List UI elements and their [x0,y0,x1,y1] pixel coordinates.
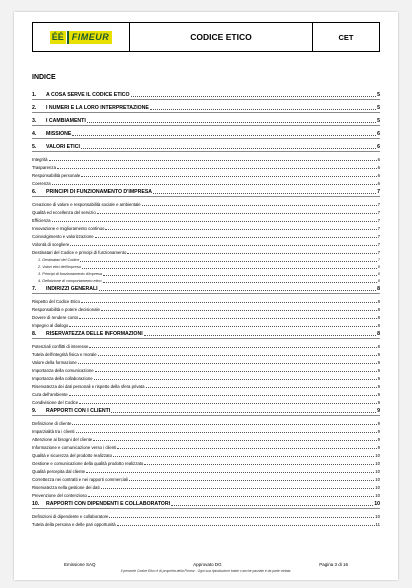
toc-entry-label: Trasparenza [32,164,56,170]
toc-leader-dots [103,282,377,283]
toc-page-number: 10 [375,468,380,474]
toc-page-number: 7 [377,225,380,231]
toc-page-number: 5 [377,105,380,111]
toc-entry-label: Tutela dell'integrità fisica e morale [32,351,97,357]
toc-entry-label: Qualità e sicurezza del prodotto realizzato [32,452,113,458]
toc-leader-dots [78,363,377,364]
toc-section-number: 6. [32,189,37,195]
document-code: CET [338,32,354,42]
toc-page-number: 8 [377,286,380,292]
toc-section-title: RAPPORTI CON I CLIENTI [46,408,111,414]
toc-page-number: 7 [377,241,380,247]
toc-entry-label: Riservatezza nella gestione dei dati [32,484,100,490]
footer-approved: Approvato DG [193,562,222,567]
toc-entry-label: Destinatari del Codice e principi di funzionamento [32,249,127,255]
toc-entry-label: Qualità ed eccellenza del servizio [32,209,96,215]
toc-page-number: 9 [377,391,380,397]
section-divider [32,112,380,113]
section-divider [32,99,380,100]
toc-entry-label: Correttezza nei contratti e nei rapporti commerciali [32,476,129,482]
toc-leader-dots [111,412,376,413]
toc-entry-label: Riservatezza dei dati personali e rispetto della sfera privata [32,383,145,389]
toc-entry[interactable] [32,389,380,397]
toc-entry-label: Tutela della persona e delle pari opportunità [32,521,116,527]
toc-leader-dots [52,221,377,222]
toc-section-entry[interactable] [32,499,380,507]
toc-leader-dots [95,371,377,372]
toc-page-number: 7 [377,257,380,262]
toc-page-number: 8 [377,314,380,320]
toc-page-number: 6 [377,164,380,170]
document-footer [32,562,380,573]
toc-entry-label: Informazione e comunicazione verso i clienti [32,444,117,450]
toc-entry[interactable] [32,296,380,304]
toc-leader-dots [99,290,377,291]
toc-entry-label: 2. Valori etici dell'impresa [38,264,81,269]
toc-entry-label [32,502,170,507]
toc-leader-dots [131,96,377,97]
toc-entry-label: Innovazione e miglioramento continuo [32,225,105,231]
toc-entry-label: Creazione di valore e responsabilità sociale e ambientale [32,201,141,207]
toc-entry[interactable] [32,170,380,178]
toc-section-title: I NUMERI E LA LORO INTERPRETAZIONE [46,105,149,111]
toc-entry[interactable] [32,397,380,405]
toc-entry[interactable] [32,239,380,247]
toc-leader-dots [52,184,377,185]
toc-entry[interactable] [32,357,380,365]
toc-leader-dots [57,168,377,169]
toc-page-number: 10 [375,476,380,482]
toc-section-number: 1. [32,92,37,98]
toc-section-title: MISSIONE [46,131,72,137]
toc-leader-dots [76,432,377,433]
section-divider [32,196,380,197]
toc-entry-label: 3. Principi di funzionamento d'impresa [38,271,103,276]
toc-entry[interactable] [32,247,380,255]
toc-leader-dots [150,109,376,110]
toc-leader-dots [70,245,376,246]
toc-leader-dots [113,456,374,457]
footer-copyright-note: Il presente Codice Etico è di proprietà della Fimeur - Ogni sua riproduzione totale o anche parziale è da parte vietata. [120,569,292,573]
toc-entry-label: 1. Destinatari del Codice [38,257,80,262]
toc-page-number: 7 [377,249,380,255]
toc-section-number: 5. [32,144,37,150]
toc-page-number: 7 [377,217,380,223]
toc-entry[interactable] [32,458,380,466]
toc-leader-dots [129,480,374,481]
toc-leader-dots [117,448,376,449]
toc-leader-dots [93,440,376,441]
toc-entry[interactable] [32,207,380,215]
toc-leader-dots [89,347,376,348]
toc-leader-dots [98,355,377,356]
toc-section-number: 4. [32,131,37,137]
toc-section-entry[interactable] [32,329,380,337]
toc-entry-label [32,132,71,137]
toc-entry-label: 4. Definizione di comportamento etico [38,278,102,283]
toc-section-number: 10. [32,501,40,507]
toc-page-number: 8 [377,298,380,304]
toc-section-title: INDIRIZZI GENERALI [46,286,98,292]
toc-entry-label: Condivisione del Codice [32,399,79,405]
toc-section-number: 3. [32,118,37,124]
toc-entry-label: Coinvolgimento e valorizzazione [32,233,94,239]
document-page [14,12,398,580]
section-divider [32,151,380,152]
toc-page-number: 10 [375,452,380,458]
toc-entry-label [32,106,149,111]
toc-section-number: 9. [32,408,37,414]
toc-leader-dots [72,135,376,136]
section-divider [32,125,380,126]
toc-entry[interactable] [32,199,380,207]
toc-entry[interactable] [32,320,380,328]
toc-entry[interactable] [32,418,380,426]
toc-section-entry[interactable] [32,187,380,195]
toc-entry-label [32,119,86,124]
toc-entry[interactable] [32,312,380,320]
toc-entry[interactable] [32,276,380,284]
toc-entry[interactable] [32,365,380,373]
toc-entry[interactable] [32,178,380,186]
toc-entry[interactable] [32,474,380,482]
toc-leader-dots [88,496,374,497]
toc-leader-dots [69,326,376,327]
toc-section-title: RAPPORTI CON DIPENDENTI E COLLABORATORI [46,501,171,507]
toc-entry-label [32,190,152,195]
toc-section-title: PRINCIPI DI FUNZIONAMENTO D'IMPRESA [46,189,153,195]
toc-section-entry[interactable] [32,129,380,137]
toc-page-number: 6 [377,180,380,186]
toc-entry-label: Gestione e comunicazione della qualità prodotto realizzato [32,460,144,466]
toc-entry-label: Cura dell'ambiente [32,391,68,397]
toc-section-entry[interactable] [32,142,380,150]
toc-entry-label: Importanza della collaborazione [32,375,93,381]
toc-page-number: 11 [375,521,380,527]
toc-section-number: 2. [32,105,37,111]
toc-entry-label: Importanza della comunicazione [32,367,94,373]
toc-leader-dots [142,205,377,206]
toc-leader-dots [144,335,376,336]
toc-page-number: 10 [375,484,380,490]
toc-leader-dots [95,237,377,238]
toc-entry[interactable] [32,231,380,239]
toc-page-number: 9 [377,359,380,365]
toc-entry-label: Coerenza [32,180,51,186]
toc-leader-dots [144,464,374,465]
toc-leader-dots [101,488,375,489]
toc-leader-dots [146,387,377,388]
index-heading: INDICE [32,74,56,81]
toc-entry[interactable] [32,450,380,458]
toc-page-number: 9 [377,444,380,450]
toc-page-number: 9 [377,399,380,405]
toc-entry[interactable] [32,349,380,357]
toc-entry[interactable] [32,482,380,490]
document-header [32,22,380,52]
toc-section-entry[interactable] [32,116,380,124]
toc-section-number: 7. [32,286,37,292]
section-divider [32,138,380,139]
toc-leader-dots [117,525,375,526]
toc-leader-dots [81,148,376,149]
toc-entry-label [32,409,110,414]
toc-leader-dots [109,517,374,518]
toc-leader-dots [153,193,376,194]
toc-entry-label: Responsabilità personale [32,172,81,178]
toc-entry[interactable] [32,519,380,527]
toc-leader-dots [81,302,377,303]
toc-page-number: 8 [377,331,380,337]
toc-page-number: 6 [377,131,380,137]
toc-leader-dots [97,213,377,214]
toc-section-entry[interactable] [32,103,380,111]
toc-entry-label: Definizioni di dipendente e collaboratore [32,513,109,519]
toc-page-number: 9 [377,408,380,414]
toc-leader-dots [127,253,376,254]
toc-entry[interactable] [32,490,380,498]
logo-symbol: ÉÉ [51,31,64,42]
logo-text: FIMEUR [67,31,113,44]
toc-page-number: 6 [377,172,380,178]
toc-entry[interactable] [32,304,380,312]
toc-leader-dots [79,403,377,404]
toc-page-number: 9 [377,436,380,442]
section-divider [32,293,380,294]
toc-entry-label: Definizione di cliente [32,420,72,426]
toc-leader-dots [79,318,377,319]
toc-section-title: A COSA SERVE IL CODICE ETICO [46,92,130,98]
toc-entry-label [32,93,130,98]
toc-entry-label: Valore della formazione [32,359,77,365]
toc-page-number: 9 [377,375,380,381]
toc-page-number: 8 [377,322,380,328]
toc-entry[interactable] [32,426,380,434]
toc-entry-label: Integrità [32,156,48,162]
toc-entry-label: Prevenzione del contenzioso [32,492,87,498]
toc-leader-dots [49,160,377,161]
toc-section-title: RISERVATEZZA DELLE INFORMAZIONI [46,331,143,337]
section-divider [32,415,380,416]
toc-entry-label: Qualità percepita dal cliente [32,468,86,474]
footer-page-number: Pagina 3 di 16 [319,562,348,567]
toc-entry[interactable] [32,154,380,162]
toc-page-number: 7 [377,189,380,195]
toc-leader-dots [72,424,376,425]
toc-section-entry[interactable] [32,90,380,98]
toc-entry[interactable] [32,373,380,381]
toc-entry-label: Impegno al dialogo [32,322,69,328]
footer-emission: Emissione SAQ [64,562,96,567]
toc-leader-dots [86,472,374,473]
toc-entry-label [32,145,80,150]
toc-page-number: 6 [377,156,380,162]
toc-leader-dots [171,505,373,506]
toc-page-number: 8 [377,306,380,312]
toc-leader-dots [101,310,377,311]
toc-page-number: 10 [375,460,380,466]
toc-entry-label [32,287,98,292]
section-divider [32,508,380,509]
toc-page-number: 7 [377,201,380,207]
toc-leader-dots [69,395,377,396]
toc-page-number: 10 [375,513,380,519]
toc-entry[interactable] [32,434,380,442]
toc-leader-dots [105,229,376,230]
toc-page-number: 5 [377,118,380,124]
toc-page-number: 8 [377,264,380,269]
section-divider [32,338,380,339]
toc-section-entry[interactable] [32,406,380,414]
toc-entry-label [32,332,143,337]
toc-entry[interactable] [32,341,380,349]
toc-entry-label: Efficienza [32,217,51,223]
toc-page-number: 6 [377,144,380,150]
toc-entry-label: Attenzione ai bisogni del cliente [32,436,93,442]
toc-page-number: 8 [377,278,380,283]
toc-entry[interactable] [32,162,380,170]
toc-entry-label: Rispetto del Codice Etico [32,298,81,304]
toc-leader-dots [94,379,377,380]
toc-page-number: 8 [377,271,380,276]
toc-page-number: 9 [377,367,380,373]
toc-page-number: 7 [377,209,380,215]
toc-entry-label: Dovere di rendere conto [32,314,79,320]
toc-section-title: VALORI ETICI [46,144,80,150]
toc-entry[interactable] [32,466,380,474]
toc-section-entry[interactable] [32,284,380,292]
toc-page-number: 8 [377,343,380,349]
toc-entry-label: Volontà di scegliere [32,241,70,247]
toc-section-number: 8. [32,331,37,337]
toc-entry-label: Potenziali conflitti di interesse [32,343,89,349]
toc-page-number: 10 [374,501,380,507]
toc-page-number: 9 [377,383,380,389]
toc-page-number: 9 [377,351,380,357]
toc-entry[interactable] [32,215,380,223]
toc-page-number: 5 [377,92,380,98]
toc-section-title: I CAMBIAMENTI [46,118,86,124]
toc-page-number: 10 [375,492,380,498]
toc-entry[interactable] [32,381,380,389]
document-title: CODICE ETICO [130,23,313,51]
toc-entry[interactable] [32,511,380,519]
toc-page-number: 9 [377,428,380,434]
toc-page-number: 7 [377,233,380,239]
company-logo [33,23,130,51]
toc-leader-dots [81,176,376,177]
toc-page-number: 9 [377,420,380,426]
toc-leader-dots [87,122,376,123]
toc-entry[interactable] [32,223,380,231]
toc-entry-label: Imparzialità tra i clienti [32,428,75,434]
toc-entry-label: Responsabilità e potere decisionale [32,306,100,312]
toc-entry[interactable] [32,442,380,450]
